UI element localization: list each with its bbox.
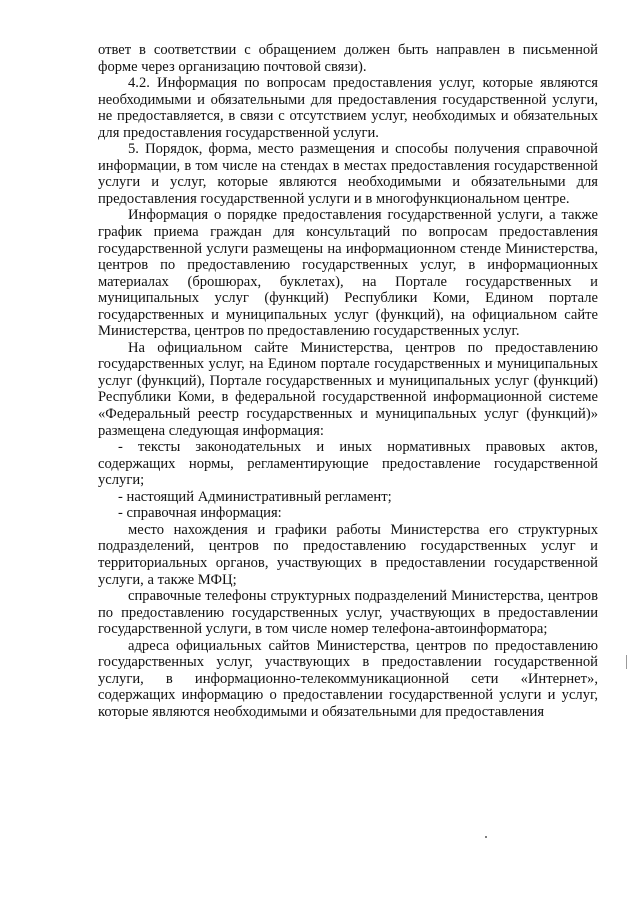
paragraph-continuation: ответ в соответствии с обращением должен быть направлен в письменной форме через организацию почтовой связи). bbox=[98, 42, 598, 75]
scan-edge-mark bbox=[626, 655, 627, 669]
list-item-legal-acts: - тексты законодательных и иных нормативных правовых актов, содержащих нормы, регламентирующие предоставление государственной услуги; bbox=[98, 439, 598, 489]
document-page bbox=[98, 42, 598, 720]
paragraph-websites: адреса официальных сайтов Министерства, центров по предоставлению государственных услуг, участвующих в предоставлении государственной услуги, в информационно-телекоммуникационной сети «Интернет», содержащих информацию о предоставлении государственной услуги и услуг, которые являются необходимыми и обязательными для предоставления bbox=[98, 637, 598, 720]
list-item-reference-info: - справочная информация: bbox=[118, 505, 282, 522]
list-item-regulation: - настоящий Административный регламент; bbox=[118, 488, 392, 505]
paragraph-phones: справочные телефоны структурных подразделений Министерства, центров по предоставлению государственных услуг, участвующих в предоставлении государственной услуги, в том числе номер телефона-автоинформатора; bbox=[98, 588, 598, 638]
paragraph-info-order: Информация о порядке предоставления государственной услуги, а также график приема граждан для консультаций по вопросам предоставления государственной услуги размещены на информационном стенде Министерства, центров по предоставлению государственных услуг, в информационных материалах (брошюрах, буклетах), на Портале государственных и муниципальных услуг (функций) Республики Коми, Едином портале государственных и муниципальных услуг (функций), на официальном сайте Министерства, центров по предоставлению государственных услуг. bbox=[98, 207, 598, 340]
paragraph-official-site: На официальном сайте Министерства, центров по предоставлению государственных услуг, на Едином портале государственных и муниципальных услуг (функций), Портале государственных и муниципальных услуг (функций) Республики Коми, в федеральной государственной информационной системе «Федеральный реестр государственных и муниципальных услуг (функций)» размещена следующая информация: bbox=[98, 339, 598, 439]
paragraph-5: 5. Порядок, форма, место размещения и способы получения справочной информации, в том числе на стендах в местах предоставления государственной услуги и услуг, которые являются необходимыми и обязательными для предоставления государственной услуги и в многофункциональном центре. bbox=[98, 141, 598, 207]
paragraph-4-2: 4.2. Информация по вопросам предоставления услуг, которые являются необходимыми и обязательными для предоставления государственной услуги, не предоставляется, в связи с отсутствием услуг, необходимых и обязательных для предоставления государственной услуги. bbox=[98, 75, 598, 141]
paragraph-location: место нахождения и графики работы Министерства его структурных подразделений, центров по предоставлению государственных услуг и территориальных органов, участвующих в предоставлении государственной услуги, а также МФЦ; bbox=[98, 521, 598, 588]
scan-speck bbox=[485, 836, 487, 838]
